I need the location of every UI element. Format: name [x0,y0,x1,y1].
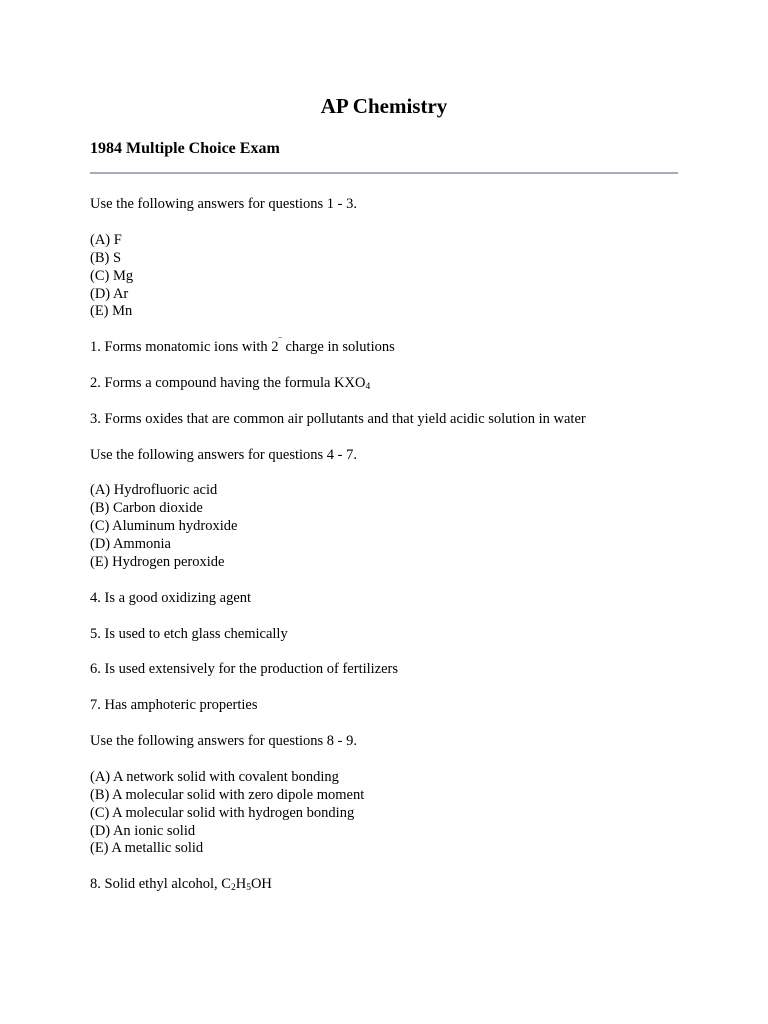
question-2-text: 2. Forms a compound having the formula KXO [90,375,366,392]
question-6: 6. Is used extensively for the production of fertilizers [90,661,399,678]
question-8-subscript-2: 5 [246,883,251,894]
question-2 [90,375,678,393]
question-8-text-end: OH [250,876,272,893]
question-8-text-h: H [235,876,247,893]
question-2-subscript: 4 [365,382,371,393]
group-1-intro: Use the following answers for questions 1 - 3. [90,196,357,212]
page-title: AP Chemistry [320,94,448,118]
question-8-text: 8. Solid ethyl alcohol, C [90,876,231,893]
group-3-choice-a: (A) A network solid with covalent bonding [90,768,339,785]
group-1-choice-b: (B) S [90,249,122,266]
group-1-choice-e: (E) Mn [90,303,133,320]
question-1-text-end: charge in solutions [281,339,395,356]
exam-subtitle: 1984 Multiple Choice Exam [90,140,280,157]
group-1-choice-d: (D) Ar [90,285,129,302]
question-4: 4. Is a good oxidizing agent [90,589,252,606]
group-2-choice-c: (C) Aluminum hydroxide [90,518,238,535]
question-8 [90,876,678,894]
question-1-charge: ‾ [278,338,282,350]
group-2-choice-e: (E) Hydrogen peroxide [90,554,225,571]
question-1-text: 1. Forms monatomic ions with 2 [90,339,279,356]
group-2-intro: Use the following answers for questions 4 - 7. [90,446,357,463]
group-2-choice-a: (A) Hydrofluoric acid [90,482,218,499]
question-7: 7. Has amphoteric properties [90,697,258,714]
question-3: 3. Forms oxides that are common air pollutants and that yield acidic solution in water [90,410,586,427]
group-2-choice-d: (D) Ammonia [90,536,171,553]
group-2-choice-b: (B) Carbon dioxide [90,500,203,517]
group-3-intro: Use the following answers for questions 8 - 9. [90,733,357,750]
group-3-choice-c: (C) A molecular solid with hydrogen bonding [90,804,355,821]
group-1-choice-c: (C) Mg [90,267,134,284]
group-1-choice-a: (A) F [90,231,122,248]
group-3-choice-e: (E) A metallic solid [90,840,204,857]
exam-content [90,196,678,894]
group-3-choice-b: (B) A molecular solid with zero dipole moment [90,786,365,803]
group-3-choice-d: (D) An ionic solid [90,822,196,839]
question-8-subscript-1: 2 [230,883,236,894]
horizontal-divider [90,172,678,174]
question-1 [90,339,678,357]
question-5: 5. Is used to etch glass chemically [90,625,288,642]
